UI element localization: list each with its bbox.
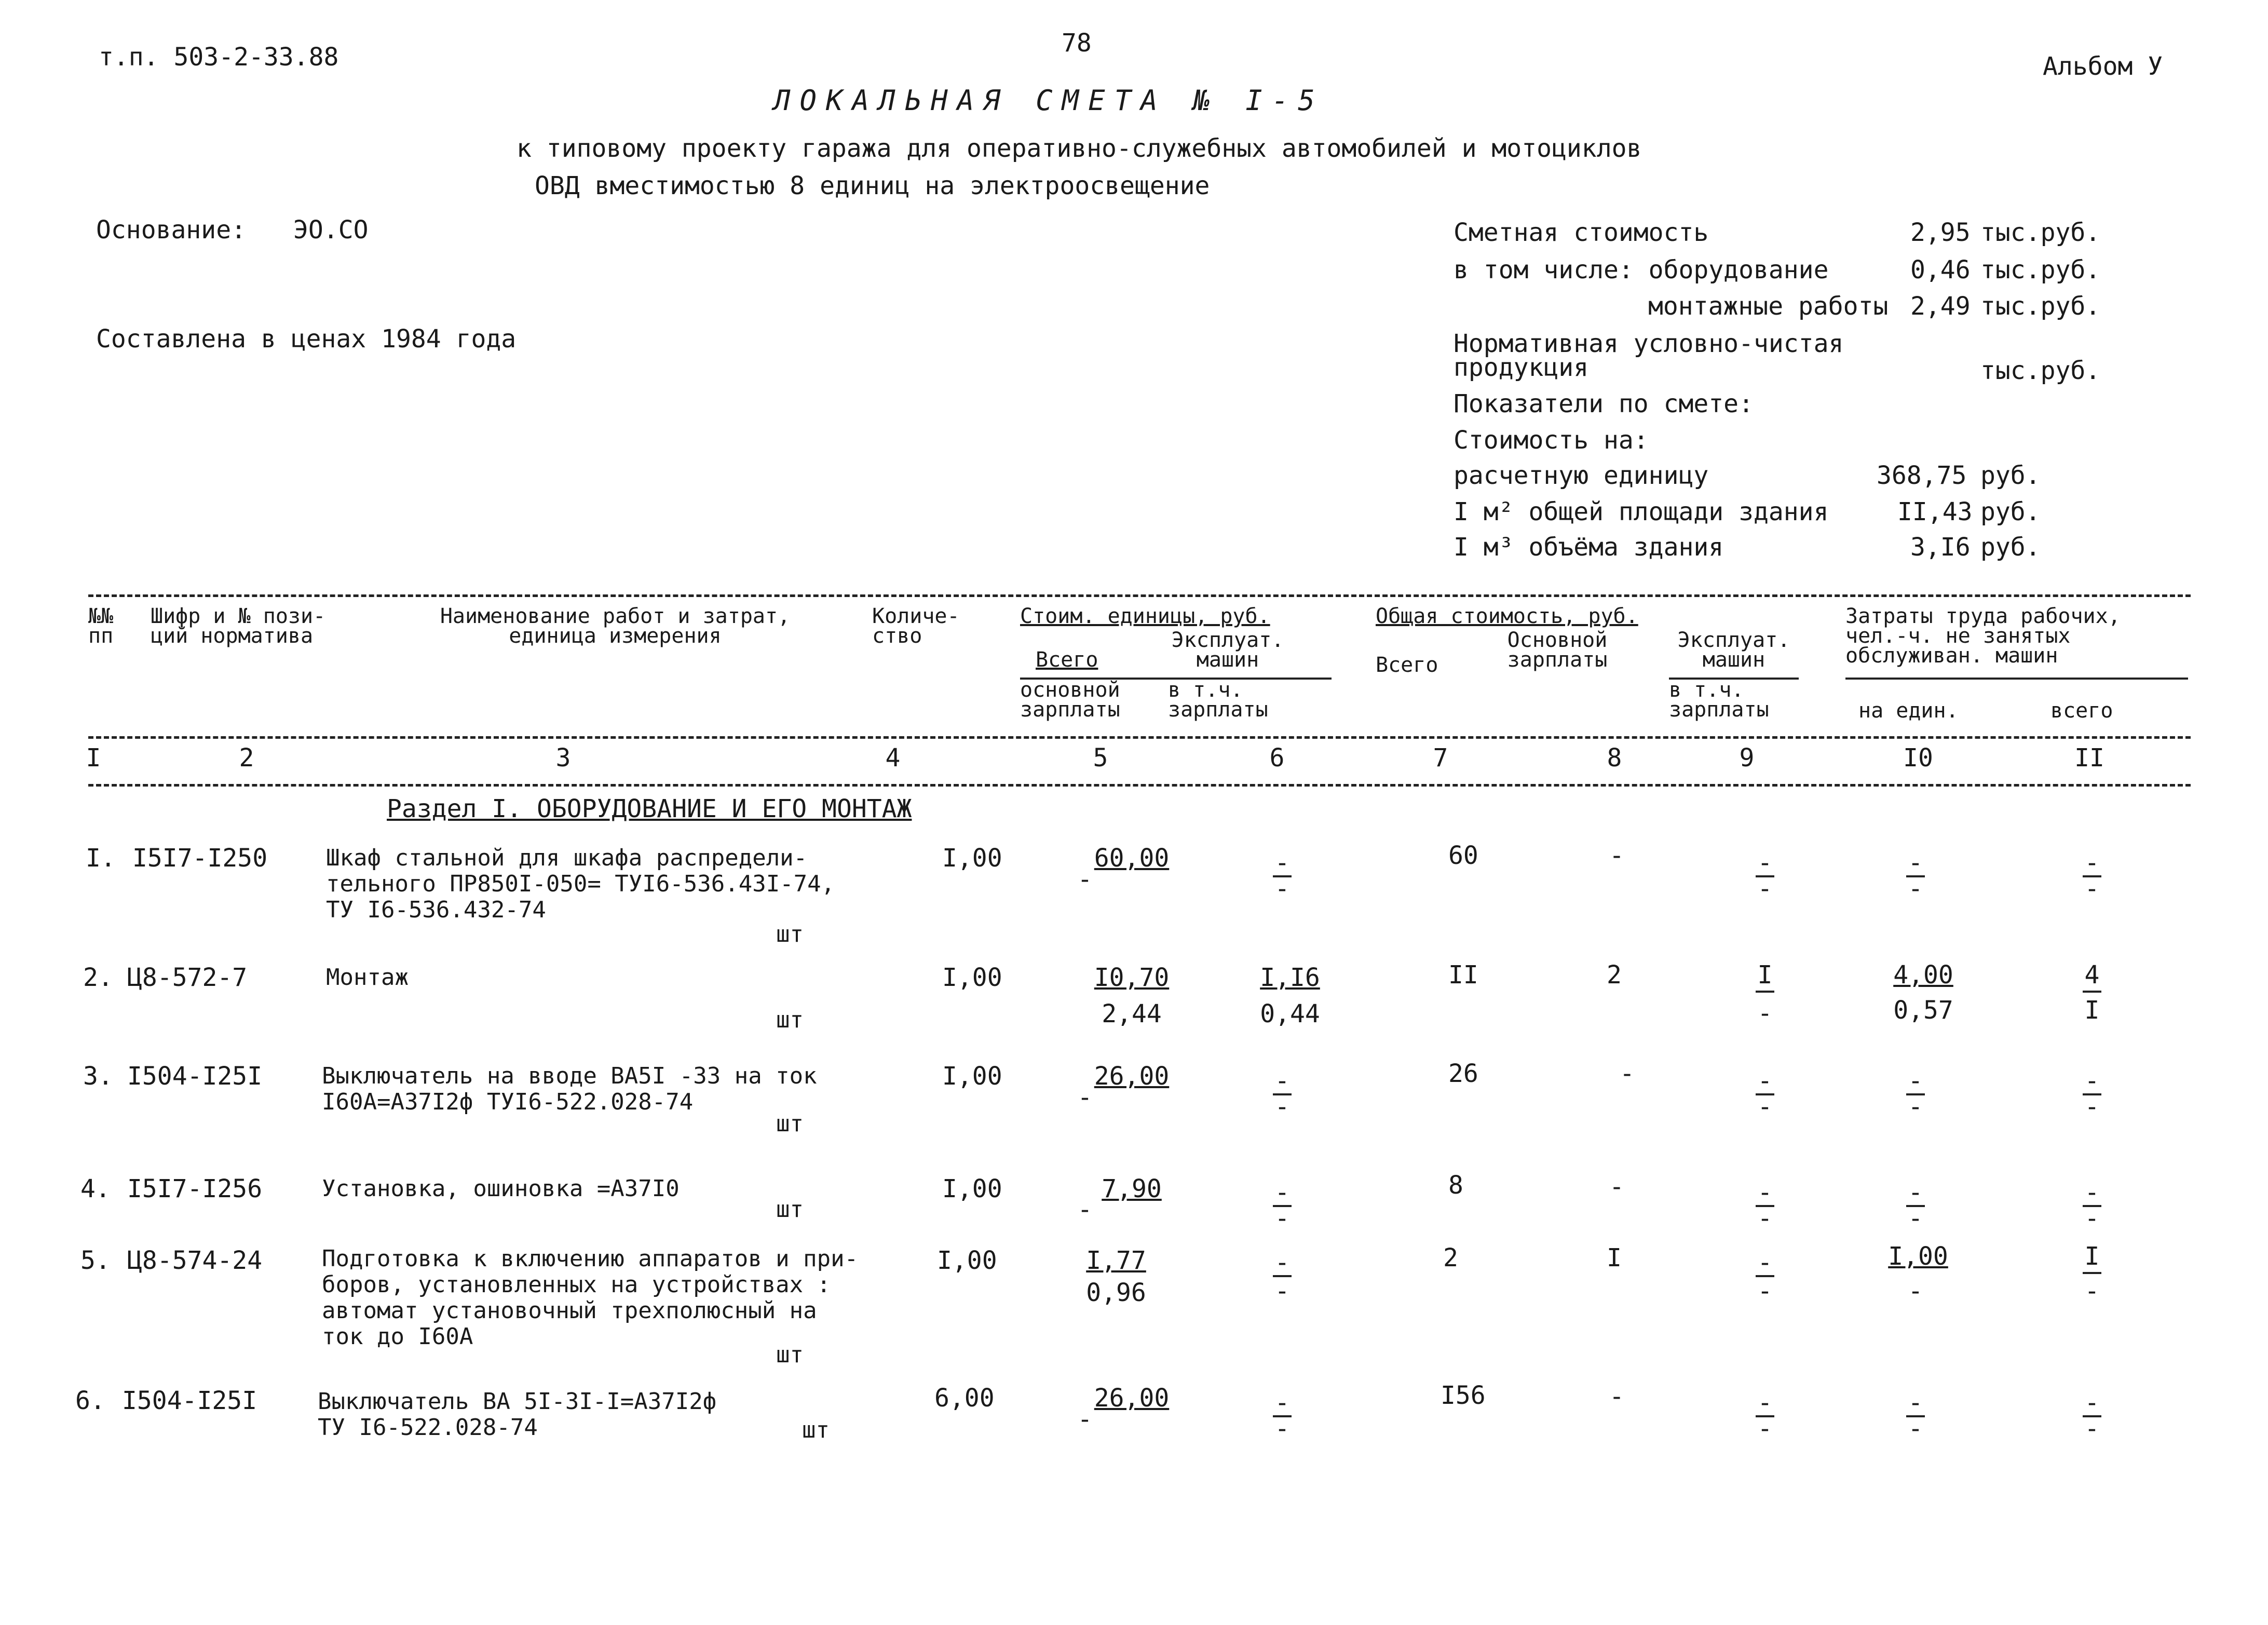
row-c10-top: 4,00	[1893, 960, 1953, 990]
col-number-10: I0	[1903, 743, 1933, 773]
col-header-name: Наименование работ и затрат, единица измерения	[440, 604, 791, 648]
row-c6-bottom: -	[1274, 1092, 1290, 1121]
row-c9-top: I	[1756, 960, 1775, 993]
subtitle-line-2: ОВД вместимостью 8 единиц на электроосвещение	[535, 171, 1210, 200]
col-header-c9-machines: Эксплуат. машин	[1677, 628, 1790, 672]
basis-value: ЭО.СО	[293, 215, 369, 245]
row-c7: I56	[1441, 1381, 1486, 1410]
row-c11-top: -	[2083, 851, 2102, 877]
col-header-c8-wages: Основной зарплаты	[1507, 628, 1608, 672]
header-top-rule	[88, 594, 2191, 597]
col-number-11: II	[2074, 743, 2104, 773]
row-qty: 6,00	[934, 1384, 995, 1413]
row-c10-top: -	[1906, 1391, 1925, 1417]
row-name: Выключатель ВА 5I-3I-I=А37I2ф ТУ I6-522.028-74	[318, 1388, 717, 1441]
row-c6-bottom: 0,44	[1260, 999, 1320, 1028]
row-c5-bottom: -	[1077, 1083, 1093, 1112]
col-number-4: 4	[885, 743, 901, 773]
row-qty: I,00	[942, 1062, 1002, 1091]
row-c10-bottom: -	[1908, 1092, 1923, 1121]
install-value: 2,49	[1910, 292, 1971, 321]
header-mid-rule	[88, 736, 2191, 739]
row-number: 2.	[83, 963, 113, 992]
page-number: 78	[1062, 29, 1092, 58]
install-label: монтажные работы	[1648, 292, 1889, 321]
equipment-value: 0,46	[1910, 255, 1971, 285]
row-number: I.	[86, 844, 116, 873]
row-c7: 26	[1448, 1059, 1478, 1088]
row-c9-bottom: -	[1757, 1204, 1773, 1233]
row-name: Установка, ошиновка =А37I0	[322, 1175, 680, 1202]
nucp-label-1: Нормативная условно-чистая	[1454, 329, 1844, 358]
row-c5-bottom: -	[1077, 1195, 1093, 1224]
row-c9-bottom: -	[1757, 874, 1773, 903]
document-title: ЛОКАЛЬНАЯ СМЕТА № I-5	[773, 84, 1324, 117]
row-c6-bottom: -	[1274, 1414, 1290, 1443]
col-number-3: 3	[555, 743, 571, 773]
unit-label: тыс.руб.	[1980, 218, 2101, 247]
row-name: Шкаф стальной для шкафа распредели- тельного ПР850I-050= ТУI6-536.43I-74, ТУ I6-536.432-74	[326, 845, 835, 923]
row-c11-bottom: -	[2084, 1092, 2100, 1121]
row-c11-bottom: I	[2084, 996, 2100, 1025]
row-c10-bottom: -	[1908, 874, 1923, 903]
nucp-label-2: продукция	[1454, 353, 1589, 382]
per-unit-label: расчетную единицу	[1454, 461, 1709, 490]
col-number-9: 9	[1739, 743, 1755, 773]
col-number-1: I	[86, 743, 101, 773]
col-number-6: 6	[1269, 743, 1285, 773]
row-c11-bottom: -	[2084, 1414, 2100, 1443]
col-header-unit-cost: Стоим. единицы, руб.	[1020, 604, 1270, 628]
row-unit: шт	[776, 1342, 804, 1368]
row-c6-top: -	[1273, 1069, 1292, 1095]
row-c9-top: -	[1756, 1251, 1775, 1277]
row-c9-top: -	[1756, 1181, 1775, 1207]
row-c6-top: I,I6	[1260, 963, 1320, 992]
row-qty: I,00	[942, 963, 1002, 992]
header-rule	[1845, 678, 2188, 680]
row-c9-top: -	[1756, 851, 1775, 877]
per-m3-value: 3,I6	[1910, 533, 1971, 562]
row-qty: I,00	[937, 1246, 997, 1275]
row-c10-top: -	[1906, 1069, 1925, 1095]
row-c10-bottom: -	[1908, 1277, 1923, 1306]
row-c11-top: 4	[2083, 960, 2102, 993]
row-code: I504-I25I	[127, 1062, 263, 1091]
row-c6-bottom: -	[1274, 1277, 1290, 1306]
row-c8: -	[1609, 1172, 1624, 1201]
row-number: 3.	[83, 1062, 113, 1091]
col-header-code: Шифр и № пози- ций норматива	[151, 604, 326, 648]
col-header-total-cost: Общая стоимость, руб.	[1376, 604, 1638, 628]
row-c5-top: 26,00	[1094, 1384, 1170, 1413]
row-unit: шт	[776, 1111, 804, 1137]
col-header-c5-wages: основной зарплаты	[1020, 678, 1120, 722]
col-header-c7-total: Всего	[1376, 653, 1438, 677]
cost-per-label: Стоимость на:	[1454, 426, 1649, 455]
row-c11-top: -	[2083, 1391, 2102, 1417]
row-number: 5.	[80, 1246, 111, 1275]
row-c9-top: -	[1756, 1391, 1775, 1417]
basis-label: Основание:	[96, 215, 246, 245]
row-c8: I	[1607, 1243, 1622, 1272]
row-name: Подготовка к включению аппаратов и при- боров, установленных на устройствах : автомат установочный трехполюсный на ток до I60А	[322, 1245, 859, 1350]
row-c11-top: I	[2083, 1242, 2102, 1274]
col-header-qty: Количе- ство	[872, 604, 960, 648]
row-code: Ц8-572-7	[127, 963, 248, 992]
row-c11-top: -	[2083, 1181, 2102, 1207]
row-c10-bottom: -	[1908, 1414, 1923, 1443]
row-c6-bottom: -	[1274, 1204, 1290, 1233]
row-c10-top: -	[1906, 851, 1925, 877]
row-number: 4.	[80, 1174, 111, 1203]
row-c6-bottom: -	[1274, 874, 1290, 903]
row-unit: шт	[776, 1007, 804, 1033]
row-c6-top: -	[1273, 1181, 1292, 1207]
rub-label: руб.	[1980, 497, 2041, 526]
nucp-unit: тыс.руб.	[1980, 356, 2101, 385]
subtitle-line-1: к типовому проекту гаража для оперативно-служебных автомобилей и мотоциклов	[517, 134, 1642, 163]
row-c8: -	[1609, 841, 1624, 870]
row-c9-bottom: -	[1757, 1277, 1773, 1306]
row-code: Ц8-574-24	[127, 1246, 263, 1275]
col-header-c6-machines: Эксплуат. машин	[1171, 628, 1284, 672]
row-c11-bottom: -	[2084, 1277, 2100, 1306]
row-c9-top: -	[1756, 1069, 1775, 1095]
row-c11-top: -	[2083, 1069, 2102, 1095]
row-code: I504-I25I	[122, 1386, 257, 1415]
document-code: т.п. 503-2-33.88	[99, 43, 339, 72]
rub-label: руб.	[1980, 461, 2041, 490]
row-c5-bottom: 0,96	[1086, 1278, 1146, 1307]
row-c9-bottom: -	[1757, 1092, 1773, 1121]
equipment-label: в том числе: оборудование	[1454, 255, 1829, 285]
col-number-5: 5	[1093, 743, 1108, 773]
col-header-labor: Затраты труда рабочих, чел.-ч. не занятых обслуживан. машин	[1845, 604, 2121, 668]
row-unit: шт	[776, 1196, 804, 1223]
col-header-c10-per-unit: на един.	[1858, 699, 1959, 723]
row-unit: шт	[776, 921, 804, 947]
rub-label: руб.	[1980, 533, 2041, 562]
row-c10-bottom: -	[1908, 1204, 1923, 1233]
col-header-number: №№ пп	[88, 604, 114, 648]
row-c5-bottom: -	[1077, 1405, 1093, 1434]
row-c11-bottom: -	[2084, 1204, 2100, 1233]
col-header-c5-total: Всего	[1036, 648, 1098, 672]
estimate-cost-label: Сметная стоимость	[1454, 218, 1709, 247]
per-m2-label: I м² общей площади здания	[1454, 497, 1829, 526]
row-c10-bottom: 0,57	[1893, 996, 1953, 1025]
row-c5-top: I0,70	[1094, 963, 1170, 992]
row-c6-top: -	[1273, 1251, 1292, 1277]
prices-note: Составлена в ценах 1984 года	[96, 324, 517, 354]
per-m2-value: II,43	[1897, 497, 1973, 526]
row-c7: 60	[1448, 841, 1478, 870]
row-c6-top: -	[1273, 851, 1292, 877]
row-c8: -	[1620, 1059, 1635, 1088]
per-unit-value: 368,75	[1877, 461, 1967, 490]
row-c5-bottom: -	[1077, 865, 1093, 894]
indicators-label: Показатели по смете:	[1454, 389, 1754, 418]
row-c5-top: 60,00	[1094, 844, 1170, 873]
row-name: Монтаж	[326, 964, 409, 991]
col-header-c6-wages: в т.ч. зарплаты	[1168, 678, 1268, 722]
col-header-c11-total: всего	[2050, 699, 2113, 723]
row-c5-bottom: 2,44	[1102, 999, 1162, 1028]
row-c9-bottom: -	[1757, 999, 1773, 1028]
section-title: Раздел I. ОБОРУДОВАНИЕ И ЕГО МОНТАЖ	[387, 794, 912, 823]
album-label: Альбом У	[2043, 52, 2163, 81]
row-name: Выключатель на вводе ВА5I -33 на ток I60А=А37I2ф ТУI6-522.028-74	[322, 1063, 817, 1115]
row-unit: шт	[802, 1417, 830, 1443]
col-number-2: 2	[239, 743, 254, 773]
col-number-8: 8	[1607, 743, 1622, 773]
row-c6-top: -	[1273, 1391, 1292, 1417]
row-code: I5I7-I250	[132, 844, 268, 873]
row-c8: -	[1609, 1382, 1624, 1411]
col-header-c9-wages: в т.ч. зарплаты	[1669, 678, 1769, 722]
unit-label: тыс.руб.	[1980, 255, 2101, 285]
row-c7: 8	[1448, 1171, 1463, 1200]
unit-label: тыс.руб.	[1980, 292, 2101, 321]
row-c5-top: 7,90	[1102, 1174, 1162, 1203]
row-c7: II	[1448, 960, 1478, 990]
per-m3-label: I м³ объёма здания	[1454, 533, 1724, 562]
row-c5-top: 26,00	[1094, 1062, 1170, 1091]
row-c8: 2	[1607, 960, 1622, 990]
row-qty: I,00	[942, 844, 1002, 873]
row-code: I5I7-I256	[127, 1174, 263, 1203]
row-c9-bottom: -	[1757, 1414, 1773, 1443]
row-number: 6.	[75, 1386, 105, 1415]
row-c10-top: I,00	[1888, 1242, 1948, 1271]
row-c5-top: I,77	[1086, 1246, 1146, 1275]
row-c7: 2	[1443, 1243, 1458, 1272]
row-c10-top: -	[1906, 1181, 1925, 1207]
row-qty: I,00	[942, 1174, 1002, 1203]
header-bottom-rule	[88, 784, 2191, 787]
row-c11-bottom: -	[2084, 874, 2100, 903]
col-number-7: 7	[1433, 743, 1448, 773]
estimate-cost-value: 2,95	[1910, 218, 1971, 247]
